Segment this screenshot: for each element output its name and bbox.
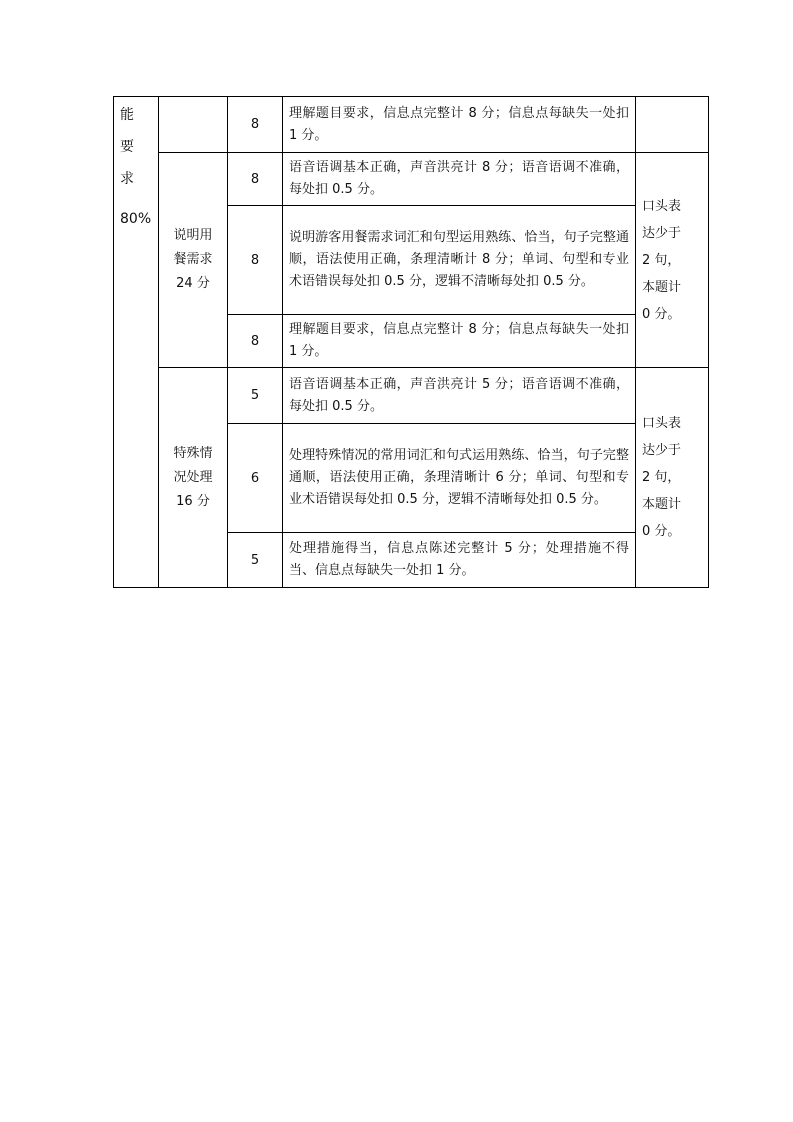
note-line: 2 句， [642, 470, 681, 485]
criteria-cell: 说明游客用餐需求词汇和句型运用熟练、恰当，句子完整通顺，语法使用正确，条理清晰计 8 分；单词、句型和专业术语错误每处扣 0.5 分，逻辑不清晰每处扣 0.5 分。 [283, 206, 636, 315]
section-name-cell [159, 368, 228, 588]
section-name-line: 说明用 [173, 228, 213, 243]
score-cell: 6 [228, 424, 283, 533]
note-line: 本题计 [642, 279, 682, 295]
note-cell [636, 153, 709, 368]
note-line: 口头表 [642, 416, 682, 431]
score-cell: 8 [228, 153, 283, 206]
section-name-line: 餐需求 [173, 252, 213, 267]
table-row [114, 153, 709, 206]
table-row [114, 97, 709, 153]
criteria-cell: 理解题目要求，信息点完整计 8 分；信息点每缺失一处扣 1 分。 [283, 315, 636, 368]
score-cell: 8 [228, 206, 283, 315]
section-name-line: 况处理 [173, 469, 213, 485]
note-line: 口头表 [642, 198, 682, 214]
criteria-cell: 语音语调基本正确，声音洪亮计 8 分；语音语调不准确，每处扣 0.5 分。 [283, 153, 636, 206]
note-line: 达少于 [642, 225, 682, 241]
scoring-rubric-table [113, 96, 709, 588]
note-line: 0 分。 [642, 524, 681, 539]
score-cell: 8 [228, 315, 283, 368]
note-line: 0 分。 [642, 306, 681, 322]
score-cell: 5 [228, 533, 283, 588]
score-cell: 5 [228, 368, 283, 424]
note-cell [636, 368, 709, 588]
section-name-line: 16 分 [176, 493, 210, 509]
category-percent: 80% [120, 211, 152, 227]
category-char: 能 [120, 107, 134, 123]
note-line: 2 句， [642, 252, 681, 268]
section-name-line: 24 分 [176, 276, 210, 291]
category-char: 求 [120, 171, 134, 187]
criteria-cell: 处理特殊情况的常用词汇和句式运用熟练、恰当，句子完整通顺，语法使用正确，条理清晰计 6 分；单词、句型和专业术语错误每处扣 0.5 分，逻辑不清晰每处扣 0.5 分。 [283, 424, 636, 533]
note-cell [636, 97, 709, 153]
table-row [114, 368, 709, 424]
note-line: 达少于 [642, 443, 682, 458]
section-name-line: 特殊情 [173, 445, 213, 461]
criteria-cell: 处理措施得当，信息点陈述完整计 5 分；处理措施不得当、信息点每缺失一处扣 1 分。 [283, 533, 636, 588]
category-cell [114, 97, 159, 588]
section-name-cell [159, 97, 228, 153]
section-name-cell [159, 153, 228, 368]
note-line: 本题计 [642, 497, 682, 512]
criteria-cell: 语音语调基本正确，声音洪亮计 5 分；语音语调不准确，每处扣 0.5 分。 [283, 368, 636, 424]
category-char: 要 [120, 139, 134, 155]
criteria-cell: 理解题目要求，信息点完整计 8 分；信息点每缺失一处扣 1 分。 [283, 97, 636, 153]
score-cell: 8 [228, 97, 283, 153]
